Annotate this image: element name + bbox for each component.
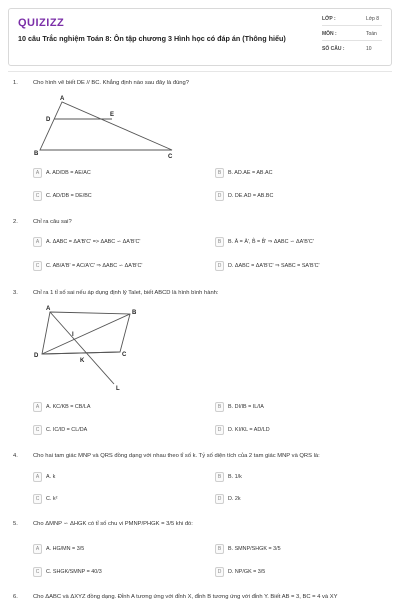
question-number: 5. xyxy=(13,521,18,527)
question-count-label: SỐ CÂU : xyxy=(322,46,345,52)
option-text: C. AD/DB = DE/BC xyxy=(46,193,92,199)
option-text: A. ΔABC = ΔA'B'C' => ΔABC ∽ ΔA'B'C' xyxy=(46,239,141,245)
option-letter-box: B xyxy=(215,472,224,482)
option-1a[interactable] xyxy=(33,168,193,180)
worksheet-title: 10 câu Trắc nghiệm Toán 8: Ôn tập chương 3 Hình học có đáp án (Thông hiểu) xyxy=(18,34,286,43)
question-text: Cho ΔABC và ΔXYZ đồng dạng. Đỉnh A tương ứng với đỉnh X, đỉnh B tương ứng với đỉnh Y. Biết AB = 3, BC = 4 và XY xyxy=(33,594,338,600)
vertex-label-d: D xyxy=(46,117,51,123)
parallelogram-abcd-figure xyxy=(32,302,142,394)
option-4c[interactable] xyxy=(33,494,193,506)
option-2d[interactable] xyxy=(215,261,375,273)
option-letter-box: C xyxy=(33,191,42,201)
vertex-label-b: B xyxy=(34,151,39,157)
question-count-value: 10 xyxy=(366,46,372,52)
subject-value: Toán xyxy=(366,31,377,37)
option-letter-box: B xyxy=(215,544,224,554)
option-text: D. DE.AD = AB.BC xyxy=(228,193,274,199)
option-text: A. HG/MN = 3/5 xyxy=(46,546,85,552)
meta-divider xyxy=(322,25,382,26)
option-text: B. SMNP/SHGK = 3/5 xyxy=(228,546,281,552)
option-4a[interactable] xyxy=(33,472,193,484)
question-number: 4. xyxy=(13,453,18,459)
option-text: B. Â = Â', B̂ = B̂' ⇒ ΔABC ∽ ΔA'B'C' xyxy=(228,239,314,245)
question-text: Cho ΔMNP ∽ ΔHGK có tỉ số chu vi PMNP/PHGK = 3/5 khi đó: xyxy=(33,521,193,527)
question-number: 1. xyxy=(13,80,18,86)
vertex-label-e: E xyxy=(110,112,115,118)
question-text: Cho hình vẽ biết DE // BC. Khẳng định nào sau đây là đúng? xyxy=(33,80,189,86)
meta-divider xyxy=(322,40,382,41)
option-text: B. 1/k xyxy=(228,474,242,480)
option-letter-box: C xyxy=(33,567,42,577)
option-text: D. 2k xyxy=(228,496,241,502)
option-5b[interactable] xyxy=(215,544,375,556)
subject-label: MÔN : xyxy=(322,31,337,37)
vertex-label-l: L xyxy=(116,386,120,392)
option-4d[interactable] xyxy=(215,494,375,506)
vertex-label-c: C xyxy=(168,154,173,160)
option-letter-box: D xyxy=(215,567,224,577)
option-text: C. IC/ID = CL/DA xyxy=(46,427,88,433)
vertex-label-d: D xyxy=(34,353,39,359)
option-letter-box: A xyxy=(33,168,42,178)
option-3a[interactable] xyxy=(33,402,193,414)
quizizz-logo: QUIZIZZ xyxy=(18,17,65,29)
vertex-label-k: K xyxy=(80,358,85,364)
option-letter-box: D xyxy=(215,494,224,504)
option-letter-box: B xyxy=(215,402,224,412)
option-text: A. KC/KB = CB/LA xyxy=(46,404,91,410)
vertex-label-c: C xyxy=(122,352,127,358)
question-text: Chỉ ra câu sai? xyxy=(33,219,72,225)
option-letter-box: C xyxy=(33,261,42,271)
option-1b[interactable] xyxy=(215,168,375,180)
option-text: D. ΔABC = ΔA'B'C' ⇒ SABC = SA'B'C' xyxy=(228,263,320,269)
option-2a[interactable] xyxy=(33,237,193,249)
option-5a[interactable] xyxy=(33,544,193,556)
question-number: 6. xyxy=(13,594,18,600)
option-4b[interactable] xyxy=(215,472,375,484)
option-3d[interactable] xyxy=(215,425,375,437)
vertex-label-b: B xyxy=(132,310,137,316)
option-text: C. SHGK/SMNP = 40/3 xyxy=(46,569,102,575)
question-text: Chỉ ra 1 tỉ số sai nếu áp dụng định lý Talet, biết ABCD là hình bình hành: xyxy=(33,290,219,296)
vertex-label-a: A xyxy=(60,96,65,102)
option-2b[interactable] xyxy=(215,237,375,249)
option-letter-box: A xyxy=(33,237,42,247)
grade-label: LỚP : xyxy=(322,16,336,22)
option-letter-box: D xyxy=(215,261,224,271)
option-1d[interactable] xyxy=(215,191,375,203)
question-number: 2. xyxy=(13,219,18,225)
option-letter-box: D xyxy=(215,425,224,435)
option-text: A. k xyxy=(46,474,56,480)
triangle-de-parallel-bc-figure xyxy=(32,92,182,160)
option-letter-box: A xyxy=(33,402,42,412)
option-2c[interactable] xyxy=(33,261,193,273)
option-letter-box: C xyxy=(33,494,42,504)
vertex-label-i: I xyxy=(72,332,74,338)
option-letter-box: D xyxy=(215,191,224,201)
question-text: Cho hai tam giác MNP và QRS đồng dạng với nhau theo tỉ số k. Tỷ số diện tích của 2 tam giác MNP và QRS là: xyxy=(33,453,320,459)
option-5d[interactable] xyxy=(215,567,375,579)
option-letter-box: C xyxy=(33,425,42,435)
option-letter-box: B xyxy=(215,237,224,247)
grade-value: Lớp 8 xyxy=(366,16,380,22)
vertex-label-a: A xyxy=(46,306,51,312)
option-3b[interactable] xyxy=(215,402,375,414)
option-3c[interactable] xyxy=(33,425,193,437)
option-1c[interactable] xyxy=(33,191,193,203)
option-text: C. k² xyxy=(46,496,58,502)
option-text: C. AB/A'B' = AC/A'C' ⇒ ΔABC ∽ ΔA'B'C' xyxy=(46,263,143,269)
option-letter-box: B xyxy=(215,168,224,178)
option-text: A. AD/DB = AE/AC xyxy=(46,170,91,176)
option-letter-box: A xyxy=(33,472,42,482)
option-text: D. NP/GK = 3/5 xyxy=(228,569,266,575)
option-text: B. AD.AE = AB.AC xyxy=(228,170,273,176)
option-text: B. DI/IB = IL/IA xyxy=(228,404,264,410)
question-number: 3. xyxy=(13,290,18,296)
header-divider xyxy=(8,71,392,72)
option-letter-box: A xyxy=(33,544,42,554)
option-text: D. KI/KL = AD/LD xyxy=(228,427,270,433)
option-5c[interactable] xyxy=(33,567,193,579)
